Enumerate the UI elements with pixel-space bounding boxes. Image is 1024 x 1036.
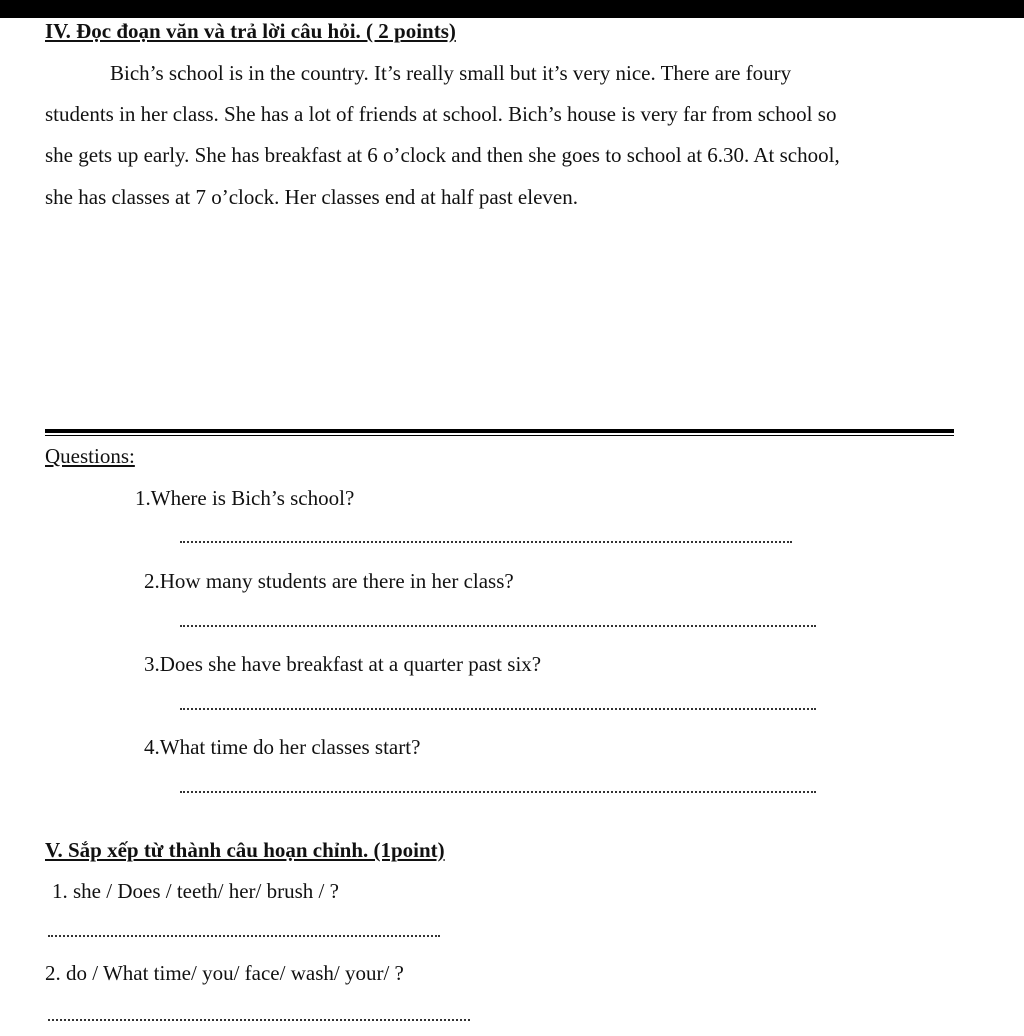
passage-line-4: she has classes at 7 o’clock. Her classes end at half past eleven. xyxy=(45,185,578,209)
section-divider-thin xyxy=(45,435,954,436)
answer-line-4[interactable] xyxy=(180,791,816,793)
questions-label: Questions: xyxy=(45,444,135,468)
section-divider-thick xyxy=(45,429,954,433)
top-black-bar xyxy=(0,0,1024,18)
answer-line-1[interactable] xyxy=(180,541,792,543)
question-4: 4.What time do her classes start? xyxy=(144,735,421,759)
section-5-heading: V. Sắp xếp từ thành câu hoạn chỉnh. (1point) xyxy=(45,838,445,862)
passage-line-3: she gets up early. She has breakfast at 6 o’clock and then she goes to school at 6.30. At school, xyxy=(45,143,840,167)
question-1: 1.Where is Bich’s school? xyxy=(135,486,355,510)
question-3: 3.Does she have breakfast at a quarter past six? xyxy=(144,652,542,676)
reorder-answer-line-1[interactable] xyxy=(48,935,440,937)
reorder-item-1: 1. she / Does / teeth/ her/ brush / ? xyxy=(52,879,339,903)
reorder-item-2: 2. do / What time/ you/ face/ wash/ your/ ? xyxy=(45,961,404,985)
reorder-answer-line-2[interactable] xyxy=(48,1019,470,1021)
answer-line-3[interactable] xyxy=(180,708,816,710)
section-4-heading: IV. Đọc đoạn văn và trả lời câu hỏi. ( 2 points) xyxy=(45,19,456,43)
question-2: 2.How many students are there in her class? xyxy=(144,569,514,593)
passage-line-1: Bich’s school is in the country. It’s really small but it’s very nice. There are foury xyxy=(110,61,792,85)
passage-line-2: students in her class. She has a lot of friends at school. Bich’s house is very far from school so xyxy=(45,102,837,126)
answer-line-2[interactable] xyxy=(180,625,816,627)
